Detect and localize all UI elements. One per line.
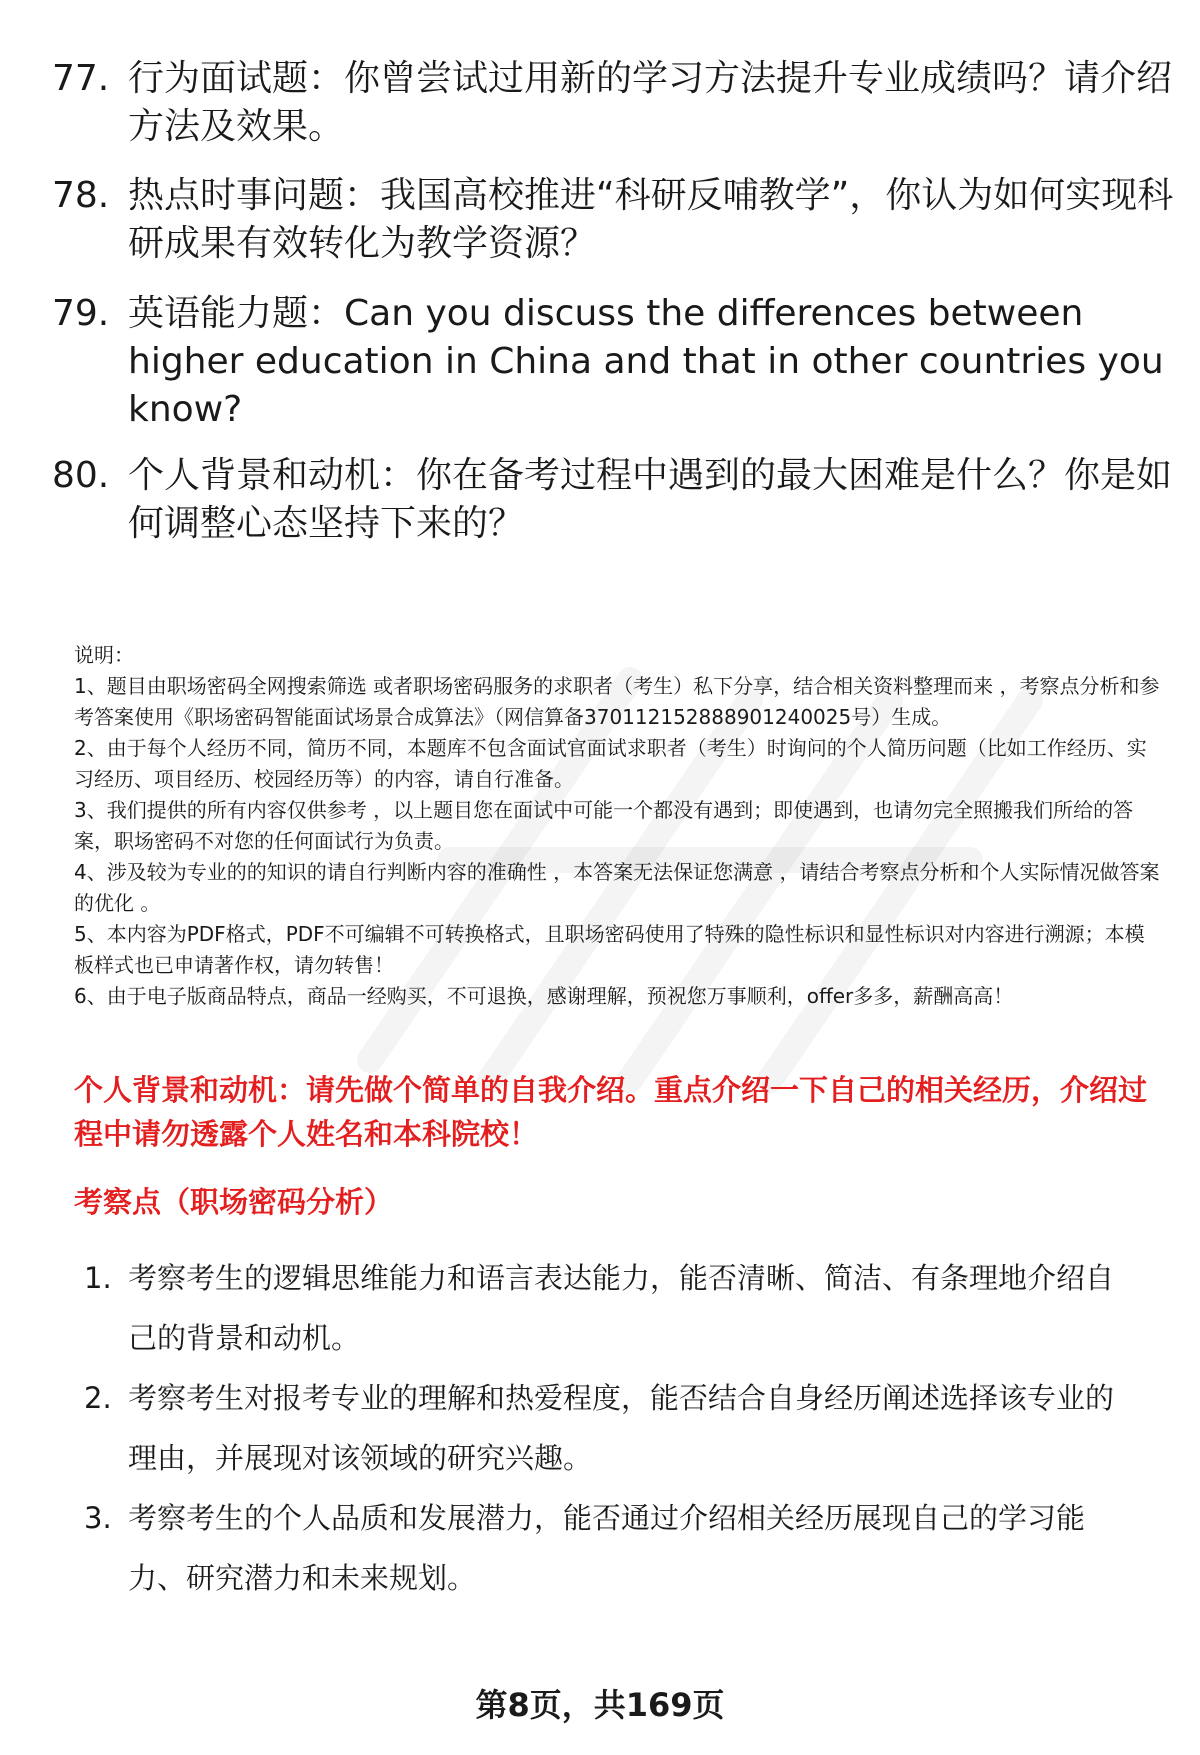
point-number: 3. xyxy=(84,1501,112,1535)
question-number: 80. xyxy=(52,455,110,496)
point-text: 考察考生的逻辑思维能力和语言表达能力，能否清晰、简洁、有条理地介绍自己的背景和动机。 xyxy=(128,1261,1115,1355)
notes-item: 6、由于电子版商品特点，商品一经购买，不可退换，感谢理解，预祝您万事顺利，offer多多，薪酬高高！ xyxy=(74,984,1014,1008)
point-number: 2. xyxy=(84,1381,112,1415)
notes-item: 5、本内容为PDF格式，PDF不可编辑不可转换格式，且职场密码使用了特殊的隐性标识和显性标识对内容进行溯源；本模板样式也已申请著作权，请勿转售！ xyxy=(74,922,1145,977)
question-text: 热点时事问题：我国高校推进“科研反哺教学”，你认为如何实现科研成果有效转化为教学资源？ xyxy=(128,175,1174,264)
section-subheading: 考察点（职场密码分析） xyxy=(74,1185,394,1219)
notes-item: 2、由于每个人经历不同，简历不同，本题库不包含面试官面试求职者（考生）时询问的个人简历问题（比如工作经历、实习经历、项目经历、校园经历等）的内容，请自行准备。 xyxy=(74,736,1147,791)
notes-item: 1、题目由职场密码全网搜索筛选 或者职场密码服务的求职者（考生）私下分享，结合相关资料整理而来 ，考察点分析和参考答案使用《职场密码智能面试场景合成算法》（网信算备370112152888901240025号）生成。 xyxy=(74,674,1160,729)
question-text: 个人背景和动机：你在备考过程中遇到的最大困难是什么？你是如何调整心态坚持下来的？ xyxy=(128,455,1173,544)
disclaimer-notes xyxy=(74,640,1164,1012)
section-heading: 个人背景和动机：请先做个简单的自我介绍。重点介绍一下自己的相关经历，介绍过程中请勿透露个人姓名和本科院校！ xyxy=(74,1073,1148,1151)
question-text: 行为面试题：你曾尝试过用新的学习方法提升专业成绩吗？请介绍方法及效果。 xyxy=(128,58,1173,147)
notes-title: 说明： xyxy=(74,643,134,667)
point-number: 1. xyxy=(84,1261,112,1295)
question-number: 77. xyxy=(52,58,110,99)
point-text: 考察考生的个人品质和发展潜力，能否通过介绍相关经历展现自己的学习能力、研究潜力和未来规划。 xyxy=(128,1501,1086,1595)
notes-item: 4、涉及较为专业的的知识的请自行判断内容的准确性 ，本答案无法保证您满意 ，请结合考察点分析和个人实际情况做答案的优化 。 xyxy=(74,860,1160,915)
question-text: 英语能力题：Can you discuss the differences between higher education in China and that in other countries you know? xyxy=(128,293,1164,430)
notes-item: 3、我们提供的所有内容仅供参考 ，以上题目您在面试中可能一个都没有遇到；即使遇到，也请勿完全照搬我们所给的答案，职场密码不对您的任何面试行为负责。 xyxy=(74,798,1134,853)
question-number: 78. xyxy=(52,175,110,216)
question-number: 79. xyxy=(52,293,110,334)
page-footer: 第8页，共169页 xyxy=(475,1686,725,1724)
point-text: 考察考生对报考专业的理解和热爱程度，能否结合自身经历阐述选择该专业的理由，并展现对该领域的研究兴趣。 xyxy=(128,1381,1115,1475)
